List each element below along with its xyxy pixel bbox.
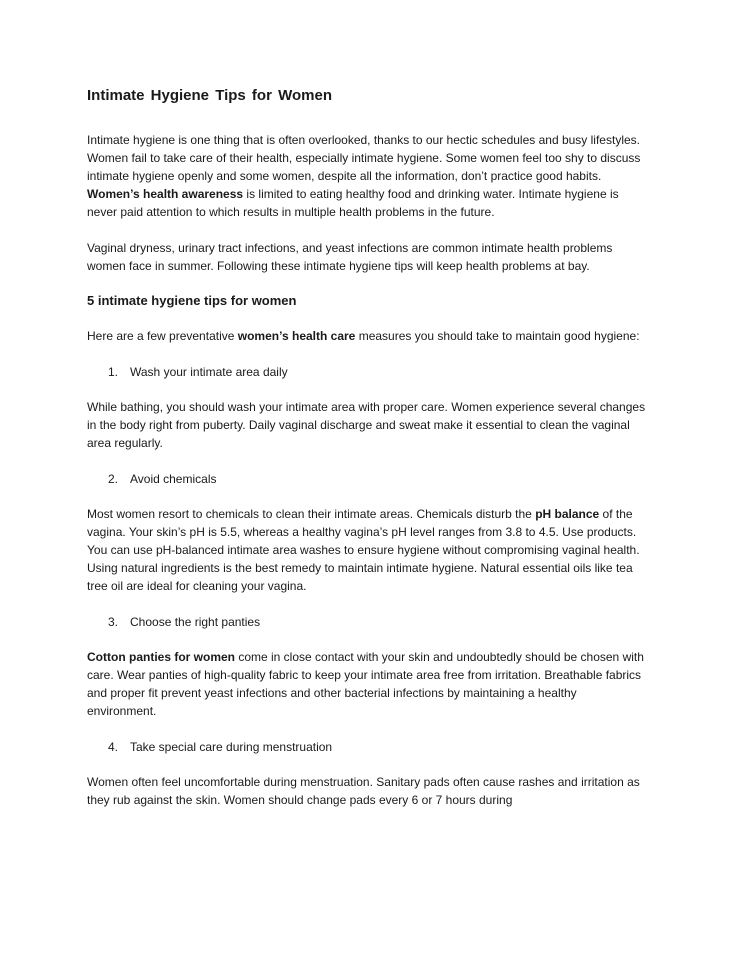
- tip-heading-3: [87, 613, 647, 631]
- document-page: [87, 85, 647, 809]
- tip-heading-1: [87, 363, 647, 381]
- womens-health-awareness-bold: Women’s health awareness: [87, 187, 244, 201]
- intro-text-a: Intimate hygiene is one thing that is often overlooked, thanks to our hectic schedules and busy lifestyles. Women fail to take care of their health, especially intimate hygiene. Some women feel too shy to discuss intimate hygiene openly and some women, despite all the information, don’t practice good habits.: [87, 133, 641, 183]
- tip-number: 4.: [108, 740, 119, 754]
- tip-body-2: [87, 505, 647, 595]
- lead-text-b: measures you should take to maintain good hygiene:: [355, 329, 640, 343]
- tip-title: Avoid chemicals: [130, 472, 217, 486]
- tip-title: Choose the right panties: [130, 615, 261, 629]
- womens-health-care-bold: women’s health care: [237, 329, 356, 343]
- tip-number: 1.: [108, 365, 119, 379]
- page-title: Intimate Hygiene Tips for Women: [87, 87, 332, 104]
- tip-heading-2: [87, 470, 647, 488]
- intro-text-b: is limited to eating healthy food and drinking water. Intimate hygiene is never paid attention to which results in multiple health problems in the future.: [87, 187, 619, 219]
- intro-paragraph-2: Vaginal dryness, urinary tract infections, and yeast infections are common intimate health problems women face in summer. Following these intimate hygiene tips will keep health problems at bay.: [87, 241, 613, 273]
- lead-text-a: Here are a few preventative: [87, 329, 238, 343]
- tip-body-text-b: come in close contact with your skin and undoubtedly should be chosen with care. Wear panties of high-quality fabric to keep your intimate area free from irritation. Breathable fabrics and proper fit prevent yeast infections and other bacterial infections by maintaining a healthy environment.: [87, 650, 644, 718]
- tip-heading-4: [87, 738, 647, 756]
- tip-body-text-b: of the vagina. Your skin’s pH is 5.5, whereas a healthy vagina’s pH level ranges from 3.8 to 4.5. Use products. You can use pH-balanced intimate area washes to ensure hygiene without compromising vaginal health. Using natural ingredients is the best remedy to maintain intimate hygiene. Natural essential oils like tea tree oil are ideal for cleaning your vagina.: [87, 507, 640, 593]
- intro-paragraph-1: [87, 131, 647, 221]
- tip-body-3: [87, 648, 647, 720]
- ph-balance-bold: pH balance: [535, 507, 600, 521]
- tip-title: Wash your intimate area daily: [130, 365, 288, 379]
- tip-body-1: While bathing, you should wash your intimate area with proper care. Women experience several changes in the body right from puberty. Daily vaginal discharge and sweat make it essential to clean the vaginal area regularly.: [87, 400, 646, 450]
- tip-body-text-a: Most women resort to chemicals to clean their intimate areas. Chemicals disturb the: [87, 507, 536, 521]
- section-lead-paragraph: [87, 327, 647, 345]
- cotton-panties-bold: Cotton panties for women: [87, 650, 235, 664]
- tip-number: 2.: [108, 472, 119, 486]
- section-heading: 5 intimate hygiene tips for women: [87, 293, 297, 308]
- tip-title: Take special care during menstruation: [130, 740, 333, 754]
- tip-number: 3.: [108, 615, 119, 629]
- tip-body-4: Women often feel uncomfortable during menstruation. Sanitary pads often cause rashes and irritation as they rub against the skin. Women should change pads every 6 or 7 hours during: [87, 775, 640, 807]
